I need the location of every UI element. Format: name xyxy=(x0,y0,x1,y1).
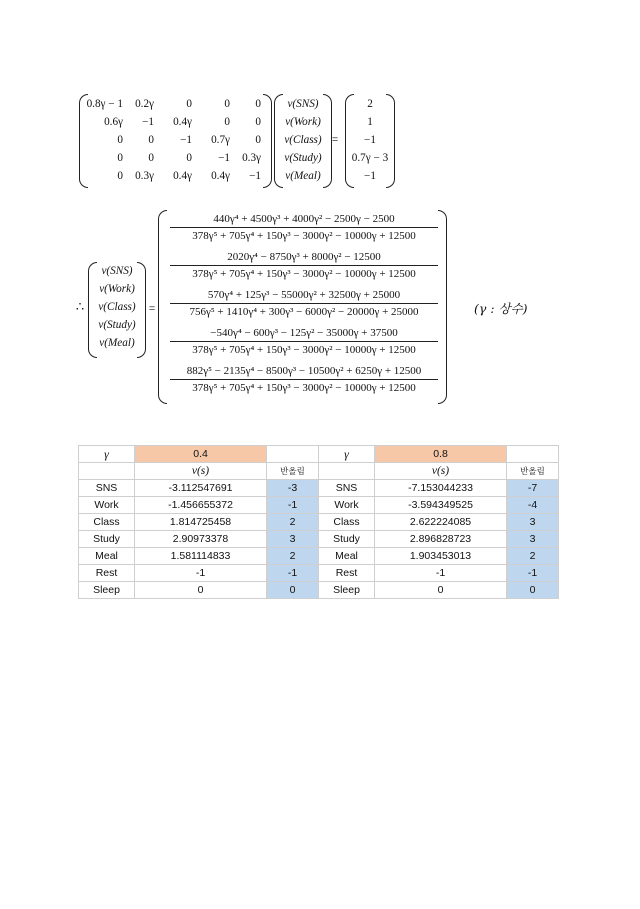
solution-unknown-entry: v(SNS) xyxy=(101,265,133,277)
table-row xyxy=(319,565,559,582)
rounded-cell: 2 xyxy=(267,548,319,565)
table-row xyxy=(319,531,559,548)
matrix-cell: 0 xyxy=(255,116,261,128)
matrix-cell: −1 xyxy=(180,134,192,146)
rounded-cell: 3 xyxy=(267,531,319,548)
solution-fraction xyxy=(166,288,442,319)
matrix-cell: −1 xyxy=(218,152,230,164)
table-gamma-row xyxy=(319,446,559,463)
round-header-cell: 반올림 xyxy=(507,463,559,480)
rhs-entry: 2 xyxy=(367,98,373,110)
gamma-value-cell: 0.4 xyxy=(135,446,267,463)
gamma-value-cell: 0.8 xyxy=(375,446,507,463)
rounded-cell: -4 xyxy=(507,497,559,514)
fraction-bar xyxy=(170,227,438,228)
value-table-gamma-0-8 xyxy=(318,445,559,599)
solution-fraction xyxy=(166,364,442,395)
state-cell: Work xyxy=(319,497,375,514)
table-gamma-row xyxy=(79,446,319,463)
matrix-cell: 0 xyxy=(224,98,230,110)
rounded-cell: 2 xyxy=(267,514,319,531)
matrix-cell: −1 xyxy=(142,116,154,128)
matrix-equation xyxy=(0,0,640,200)
fraction-bar xyxy=(170,265,438,266)
value-cell: 1.581114833 xyxy=(135,548,267,565)
rounded-cell: -1 xyxy=(507,565,559,582)
matrix-cell: 0.4γ xyxy=(173,116,192,128)
value-table-gamma-0-4 xyxy=(78,445,319,599)
rhs-entry: 0.7γ − 3 xyxy=(351,152,389,164)
state-cell: SNS xyxy=(319,480,375,497)
matrix-cell: 0.7γ xyxy=(211,134,230,146)
state-cell: Class xyxy=(79,514,135,531)
value-header-cell: v(s) xyxy=(135,463,267,480)
value-cell: -7.153044233 xyxy=(375,480,507,497)
empty-cell xyxy=(267,446,319,463)
fraction-denominator: 378γ⁵ + 705γ⁴ + 150γ³ − 3000γ² − 10000γ + 12500 xyxy=(192,268,416,280)
fraction-bar xyxy=(170,379,438,380)
value-cell: 2.90973378 xyxy=(135,531,267,548)
fraction-numerator: 570γ⁴ + 125γ³ − 55000γ² + 32500γ + 25000 xyxy=(207,289,401,301)
matrix-cell: 0 xyxy=(148,152,154,164)
matrix-equals-sign: = xyxy=(331,134,339,146)
matrix-cell: 0.4γ xyxy=(211,170,230,182)
gamma-symbol-cell: γ xyxy=(319,446,375,463)
table-row xyxy=(79,582,319,599)
solution-unknown-entry: v(Meal) xyxy=(99,337,135,349)
solution-unknown-entry: v(Class) xyxy=(98,301,136,313)
value-cell: -3.112547691 xyxy=(135,480,267,497)
matrix-cell: 0 xyxy=(117,152,123,164)
gamma-symbol-cell: γ xyxy=(79,446,135,463)
matrix-cell: 0 xyxy=(255,98,261,110)
state-cell: Sleep xyxy=(79,582,135,599)
table-row xyxy=(79,565,319,582)
matrix-right-paren xyxy=(263,94,272,188)
table-row xyxy=(319,514,559,531)
rounded-cell: -7 xyxy=(507,480,559,497)
table-header-row xyxy=(79,463,319,480)
state-cell: Rest xyxy=(79,565,135,582)
table-row xyxy=(79,531,319,548)
matrix-cell: 0.4γ xyxy=(173,170,192,182)
state-cell: Meal xyxy=(319,548,375,565)
solution-fraction xyxy=(166,250,442,281)
fraction-denominator: 378γ⁵ + 705γ⁴ + 150γ³ − 3000γ² − 10000γ + 12500 xyxy=(192,230,416,242)
table-row xyxy=(319,497,559,514)
rounded-cell: 0 xyxy=(267,582,319,599)
state-cell: Study xyxy=(79,531,135,548)
rounded-cell: 0 xyxy=(507,582,559,599)
matrix-cell: 0.3γ xyxy=(135,170,154,182)
unknown-entry: v(Work) xyxy=(285,116,321,128)
value-cell: 1.903453013 xyxy=(375,548,507,565)
rounded-cell: -1 xyxy=(267,497,319,514)
rhs-entry: −1 xyxy=(364,170,376,182)
table-row xyxy=(319,582,559,599)
value-cell: 0 xyxy=(135,582,267,599)
table-row xyxy=(319,480,559,497)
table-row xyxy=(79,514,319,531)
empty-cell xyxy=(507,446,559,463)
rhs-entry: −1 xyxy=(364,134,376,146)
unknown-entry: v(Study) xyxy=(284,152,322,164)
matrix-cell: 0.2γ xyxy=(135,98,154,110)
matrix-cell: 0 xyxy=(255,134,261,146)
fraction-numerator: −540γ⁴ − 600γ³ − 125γ² − 35000γ + 37500 xyxy=(210,327,398,339)
value-cell: -3.594349525 xyxy=(375,497,507,514)
matrix-cell: 0 xyxy=(186,98,192,110)
value-header-cell: v(s) xyxy=(375,463,507,480)
matrix-cell: 0.8γ − 1 xyxy=(86,98,123,110)
table-row xyxy=(79,480,319,497)
rounded-cell: -3 xyxy=(267,480,319,497)
state-cell: Class xyxy=(319,514,375,531)
matrix-cell: 0 xyxy=(148,134,154,146)
unknown-entry: v(Meal) xyxy=(285,170,321,182)
rounded-cell: 3 xyxy=(507,531,559,548)
value-cell: 0 xyxy=(375,582,507,599)
state-cell: Sleep xyxy=(319,582,375,599)
unknown-entry: v(SNS) xyxy=(287,98,319,110)
rounded-cell: 2 xyxy=(507,548,559,565)
table-header-row xyxy=(319,463,559,480)
unknown-entry: v(Class) xyxy=(284,134,322,146)
table-row xyxy=(79,497,319,514)
matrix-cell: 0 xyxy=(186,152,192,164)
state-cell: Work xyxy=(79,497,135,514)
fraction-numerator: 882γ⁵ − 2135γ⁴ − 8500γ³ − 10500γ² + 6250γ + 12500 xyxy=(186,365,422,377)
matrix-cell: −1 xyxy=(249,170,261,182)
solution-fraction xyxy=(166,326,442,357)
state-cell: Meal xyxy=(79,548,135,565)
table-row xyxy=(79,548,319,565)
fraction-numerator: 440γ⁴ + 4500γ³ + 4000γ² − 2500γ − 2500 xyxy=(213,213,395,225)
empty-cell xyxy=(319,463,375,480)
matrix-cell: 0 xyxy=(117,170,123,182)
fraction-numerator: 2020γ⁴ − 8750γ³ + 8000γ² − 12500 xyxy=(227,251,381,263)
state-cell: Rest xyxy=(319,565,375,582)
solution-unknown-entry: v(Work) xyxy=(99,283,135,295)
value-cell: 2.896828723 xyxy=(375,531,507,548)
fraction-denominator: 756γ⁵ + 1410γ⁴ + 300γ³ − 6000γ² − 20000γ + 25000 xyxy=(189,306,419,318)
state-cell: Study xyxy=(319,531,375,548)
rhs-entry: 1 xyxy=(367,116,373,128)
matrix-cell: 0 xyxy=(117,134,123,146)
matrix-cell: 0.6γ xyxy=(104,116,123,128)
value-cell: -1 xyxy=(135,565,267,582)
therefore-symbol: ∴ xyxy=(75,299,85,314)
matrix-cell: 0.3γ xyxy=(242,152,261,164)
fraction-bar xyxy=(170,341,438,342)
table-row xyxy=(319,548,559,565)
fraction-denominator: 378γ⁵ + 705γ⁴ + 150γ³ − 3000γ² − 10000γ + 12500 xyxy=(192,344,416,356)
value-cell: 2.622224085 xyxy=(375,514,507,531)
solution-equation xyxy=(0,200,640,410)
state-cell: SNS xyxy=(79,480,135,497)
empty-cell xyxy=(79,463,135,480)
solution-unknown-entry: v(Study) xyxy=(98,319,136,331)
value-cell: -1.456655372 xyxy=(135,497,267,514)
round-header-cell: 반올림 xyxy=(267,463,319,480)
value-cell: -1 xyxy=(375,565,507,582)
rounded-cell: -1 xyxy=(267,565,319,582)
gamma-constant-note: (γ : 상수) xyxy=(474,301,528,316)
solution-fraction xyxy=(166,212,442,243)
fraction-denominator: 378γ⁵ + 705γ⁴ + 150γ³ − 3000γ² − 10000γ + 12500 xyxy=(192,382,416,394)
solution-equals-sign: = xyxy=(148,303,156,315)
value-cell: 1.814725458 xyxy=(135,514,267,531)
rounded-cell: 3 xyxy=(507,514,559,531)
fraction-bar xyxy=(170,303,438,304)
matrix-cell: 0 xyxy=(224,116,230,128)
